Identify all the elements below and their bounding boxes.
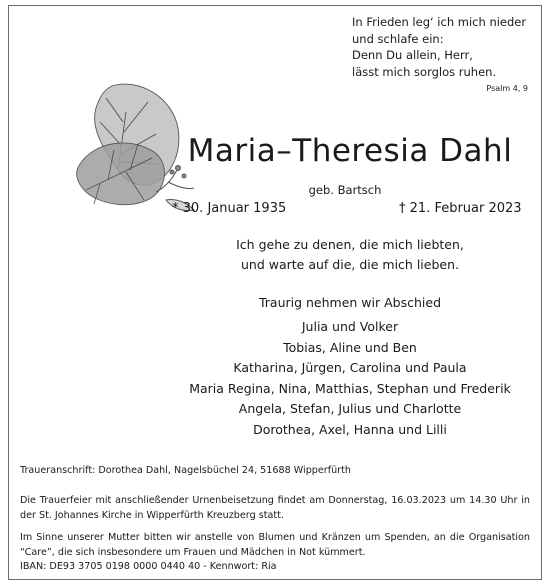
family-line: Katharina, Jürgen, Carolina und Paula	[233, 360, 467, 375]
farewell-verse	[0, 235, 550, 275]
quote-line: und schlafe ein:	[352, 31, 444, 46]
family-line: Tobias, Aline und Ben	[283, 339, 417, 355]
funeral-service-info: Die Trauerfeier mit anschließender Urnenbeisetzung findet am Donnerstag, 16.03.2023 um 14.30 Uhr in der St. Johannes Kirche in Wipperfürth Kreuzberg statt.	[20, 495, 530, 521]
verse-line: und warte auf die, die mich lieben.	[241, 257, 459, 272]
birth-date: * 30. Januar 1935	[172, 201, 287, 216]
deceased-name: Maria–Theresia Dahl	[187, 133, 513, 169]
quote-line: Denn Du allein, Herr,	[352, 48, 473, 62]
quote-source: Psalm 4, 9	[486, 84, 528, 93]
family-list	[0, 317, 550, 440]
psalm-quote	[352, 14, 532, 80]
death-date: † 21. Februar 2023	[399, 201, 522, 216]
family-line: Julia und Volker	[301, 319, 399, 334]
verse-line: Ich gehe zu denen, die mich liebten,	[236, 237, 464, 252]
family-line: Angela, Stefan, Julius und Charlotte	[238, 401, 462, 416]
iban-info: IBAN: DE93 3705 0198 0000 0440 40 - Kennwort: Ria	[20, 561, 277, 572]
family-line: Maria Regina, Nina, Matthias, Stephan und Frederik	[189, 380, 511, 396]
donation-request: Im Sinne unserer Mutter bitten wir anstelle von Blumen und Kränzen um Spenden, an die Organisation “Care”, die sich insbesondere um Frauen und Mädchen in Not kümmert.	[20, 532, 530, 558]
birth-name: geb. Bartsch	[308, 183, 382, 197]
mourning-address: Traueranschrift: Dorothea Dahl, Nagelsbüchel 24, 51688 Wipperfürth	[20, 465, 351, 476]
quote-line: lässt mich sorglos ruhen.	[352, 64, 497, 79]
family-line: Dorothea, Axel, Hanna und Lilli	[253, 421, 447, 437]
mourning-line: Traurig nehmen wir Abschied	[258, 295, 442, 310]
quote-line: In Frieden leg‘ ich mich nieder	[352, 15, 527, 29]
